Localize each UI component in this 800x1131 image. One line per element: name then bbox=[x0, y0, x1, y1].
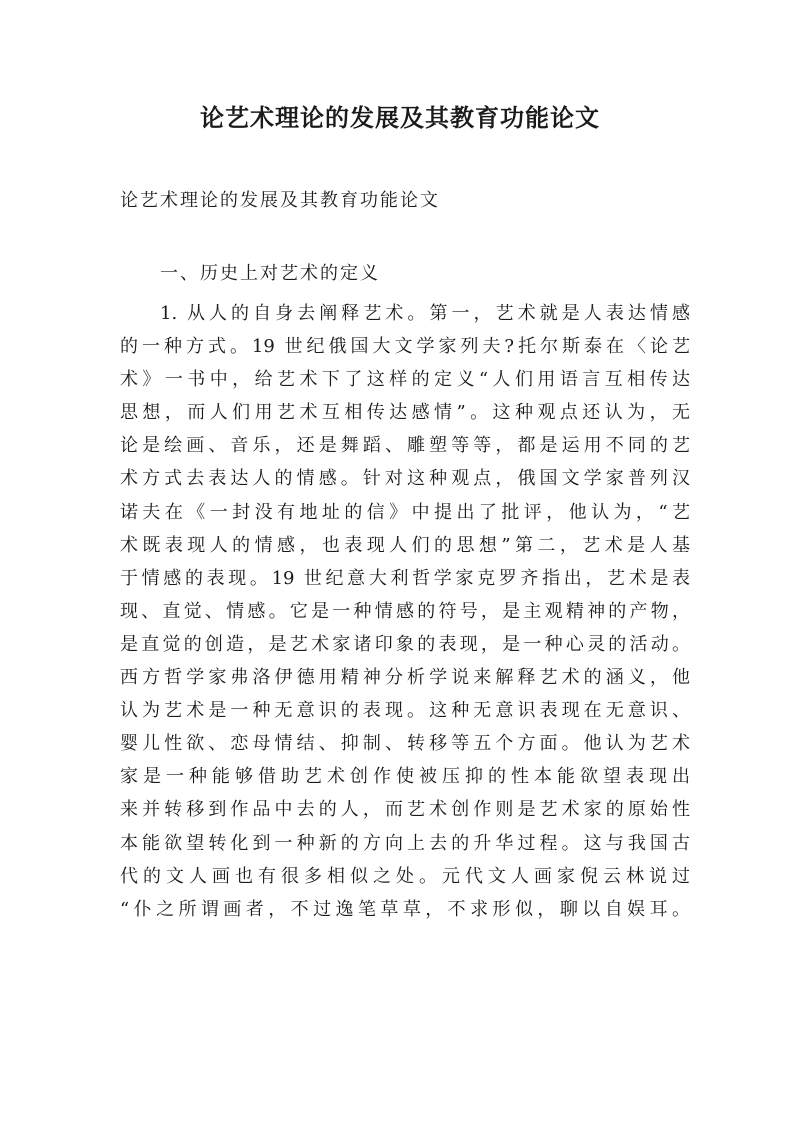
body-line: 1. 从人的自身去阐释艺术。第一，艺术就是人表达情感 bbox=[160, 303, 690, 324]
body-line: 的一种方式。19 世纪俄国大文学家列夫?托尔斯泰在〈论艺 bbox=[120, 336, 690, 358]
body-paragraph bbox=[120, 297, 690, 926]
section-heading: 一、历史上对艺术的定义 bbox=[160, 263, 380, 284]
body-line: 代的文人画也有很多相似之处。元代文人画家倪云林说过 bbox=[120, 865, 690, 887]
document-subtitle: 论艺术理论的发展及其教育功能论文 bbox=[120, 190, 440, 211]
body-line: 是直觉的创造，是艺术家诸印象的表现，是一种心灵的活动。 bbox=[120, 633, 690, 655]
body-line: 术》一书中，给艺术下了这样的定义“人们用语言互相传达 bbox=[120, 369, 690, 391]
body-line: 术既表现人的情感，也表现人们的思想”第二，艺术是人基 bbox=[120, 534, 690, 556]
body-line: 来并转移到作品中去的人，而艺术创作则是艺术家的原始性 bbox=[120, 799, 690, 821]
body-line: 论是绘画、音乐，还是舞蹈、雕塑等等，都是运用不同的艺 bbox=[120, 435, 690, 457]
body-line: 术方式去表达人的情感。针对这种观点，俄国文学家普列汉 bbox=[120, 468, 690, 490]
body-line: 家是一种能够借助艺术创作使被压抑的性本能欲望表现出 bbox=[120, 766, 690, 788]
body-line: 认为艺术是一种无意识的表现。这种无意识表现在无意识、 bbox=[120, 700, 690, 722]
body-line: 现、直觉、情感。它是一种情感的符号，是主观精神的产物， bbox=[120, 600, 690, 622]
body-line: 诺夫在《一封没有地址的信》中提出了批评，他认为，“艺 bbox=[120, 501, 690, 523]
body-line: 本能欲望转化到一种新的方向上去的升华过程。这与我国古 bbox=[120, 832, 690, 854]
body-line: 思想，而人们用艺术互相传达感情”。这种观点还认为，无 bbox=[120, 402, 690, 424]
document-title: 论艺术理论的发展及其教育功能论文 bbox=[200, 103, 600, 132]
body-line: 婴儿性欲、恋母情结、抑制、转移等五个方面。他认为艺术 bbox=[120, 733, 690, 755]
body-line: 西方哲学家弗洛伊德用精神分析学说来解释艺术的涵义，他 bbox=[120, 667, 690, 689]
body-line: “仆之所谓画者，不过逸笔草草，不求形似，聊以自娱耳。 bbox=[120, 898, 690, 920]
body-line: 于情感的表现。19 世纪意大利哲学家克罗齐指出，艺术是表 bbox=[120, 567, 690, 589]
